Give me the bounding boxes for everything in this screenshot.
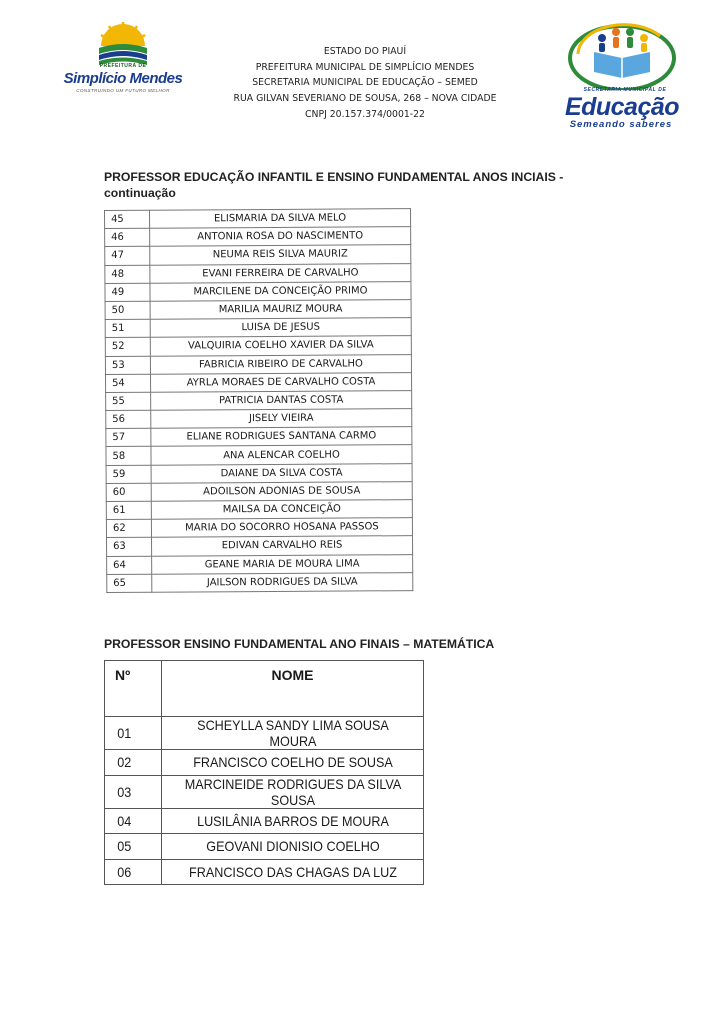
row-name: PATRICIA DANTAS COSTA: [151, 390, 412, 410]
header-line-state: ESTADO DO PIAUÍ: [323, 46, 407, 57]
table-row: [106, 390, 412, 410]
table-row: [106, 500, 412, 520]
sun-fields-icon: [58, 22, 188, 66]
table-header-row: [105, 661, 424, 717]
row-number: 49: [105, 283, 150, 301]
table-row: [105, 859, 424, 885]
table-row: [105, 318, 411, 338]
row-name: MARCINEIDE RODRIGUES DA SILVA SOUSA: [175, 775, 411, 808]
secretaria-educacao-logo: [550, 18, 690, 130]
row-name: EVANI FERREIRA DE CARVALHO: [150, 263, 411, 283]
row-name: JISELY VIEIRA: [151, 409, 412, 429]
row-name: ADOILSON ADONIAS DE SOUSA: [151, 481, 412, 501]
table-row: [105, 775, 424, 808]
table-row: [106, 518, 412, 538]
row-name: MARIA DO SOCORRO HOSANA PASSOS: [151, 518, 412, 538]
header-line-cnpj: CNPJ 20.157.374/0001-22: [305, 108, 425, 120]
row-number: 63: [107, 538, 152, 556]
row-name: FRANCISCO DAS CHAGAS DA LUZ: [175, 859, 411, 885]
logo-city-name: Simplício Mendes: [63, 70, 183, 87]
list-table-body: [105, 209, 413, 593]
row-name: VALQUIRIA COELHO XAVIER DA SILVA: [150, 336, 411, 356]
row-name: ANTONIA ROSA DO NASCIMENTO: [150, 227, 411, 247]
table-row: [105, 354, 411, 374]
row-number: 47: [105, 247, 150, 265]
table-row: [105, 227, 411, 247]
table-row: [105, 209, 411, 229]
row-name: EDIVAN CARVALHO REIS: [152, 536, 413, 556]
row-number: 48: [105, 265, 150, 283]
logo-slogan: CONSTRUINDO UM FUTURO MELHOR: [76, 88, 170, 93]
row-number: 62: [106, 519, 151, 537]
table-row: [105, 834, 424, 860]
logo-educacao-name: Educação: [564, 93, 680, 121]
table-row: [107, 572, 413, 592]
row-number: 55: [106, 392, 151, 410]
table-row: [105, 750, 424, 776]
row-number: 64: [107, 556, 152, 574]
table-row: [105, 300, 411, 320]
table-row: [107, 554, 413, 574]
table-row: [105, 808, 424, 834]
table-row: [107, 536, 413, 556]
header-line-secretaria: SECRETARIA MUNICIPAL DE EDUCAÇÃO – SEMED: [252, 77, 478, 89]
row-number: 65: [107, 574, 152, 592]
prefeitura-logo: [58, 22, 188, 102]
row-number: 06: [107, 859, 158, 885]
header-address-block: [210, 44, 520, 123]
list-table-body: [105, 717, 424, 885]
row-number: 53: [105, 356, 150, 374]
table-row: [105, 263, 411, 283]
row-number: 51: [105, 319, 150, 337]
row-number: 04: [107, 808, 158, 834]
row-number: 45: [105, 210, 150, 228]
row-name: MAILSA DA CONCEIÇÃO: [151, 500, 412, 520]
row-name: ELIANE RODRIGUES SANTANA CARMO: [151, 427, 412, 447]
row-name: MARILIA MAURIZ MOURA: [150, 300, 411, 320]
row-number: 60: [106, 483, 151, 501]
row-name: JAILSON RODRIGUES DA SILVA: [152, 572, 413, 592]
column-header-name: NOME: [162, 661, 424, 717]
section-title-matematica: PROFESSOR ENSINO FUNDAMENTAL ANO FINAIS – MATEMÁTICA: [104, 637, 495, 651]
logo-educacao-slogan: Semeando saberes: [569, 119, 673, 130]
table-row: [106, 427, 412, 447]
table-header: [105, 661, 424, 717]
row-number: 54: [106, 374, 151, 392]
header-line-address: RUA GILVAN SEVERIANO DE SOUSA, 268 – NOVA CIDADE: [233, 93, 497, 105]
document-header: [0, 0, 724, 140]
column-header-num: Nº: [105, 661, 162, 717]
book-people-icon: [550, 18, 690, 90]
row-number: 01: [107, 717, 158, 750]
row-number: 57: [106, 428, 151, 446]
row-name: AYRLA MORAES DE CARVALHO COSTA: [151, 372, 412, 392]
row-number: 05: [107, 834, 158, 860]
row-name: FRANCISCO COELHO DE SOUSA: [175, 750, 411, 776]
section-title-educacao-infantil: PROFESSOR EDUCAÇÃO INFANTIL E ENSINO FUNDAMENTAL ANOS INCIAIS - continuação: [104, 170, 564, 200]
table-row: [106, 481, 412, 501]
row-name: GEANE MARIA DE MOURA LIMA: [152, 554, 413, 574]
table-row: [106, 409, 412, 429]
row-name: ELISMARIA DA SILVA MELO: [150, 209, 411, 229]
row-number: 02: [107, 750, 158, 776]
row-number: 03: [107, 775, 158, 808]
row-name: LUSILÂNIA BARROS DE MOURA: [175, 808, 411, 834]
row-name: DAIANE DA SILVA COSTA: [151, 463, 412, 483]
row-number: 52: [105, 338, 150, 356]
table-row: [106, 463, 412, 483]
table-row: [106, 372, 412, 392]
list-table-educacao-infantil: [104, 208, 413, 593]
row-number: 58: [106, 447, 151, 465]
logo-prefeitura-label: PREFEITURA DE: [99, 63, 147, 69]
row-number: 50: [105, 301, 150, 319]
row-name: GEOVANI DIONISIO COELHO: [175, 834, 411, 860]
row-name: SCHEYLLA SANDY LIMA SOUSA MOURA: [175, 717, 411, 750]
row-name: MARCILENE DA CONCEIÇÃO PRIMO: [150, 281, 411, 301]
row-number: 61: [106, 501, 151, 519]
table-row: [105, 281, 411, 301]
logo-secretaria-label: SECRETARIA MUNICIPAL DE: [583, 87, 667, 93]
list-table-matematica: [104, 660, 424, 885]
table-row: [105, 717, 424, 750]
table-row: [106, 445, 412, 465]
row-number: 59: [106, 465, 151, 483]
row-number: 46: [105, 228, 150, 246]
header-line-prefeitura: PREFEITURA MUNICIPAL DE SIMPLÍCIO MENDES: [255, 61, 475, 73]
row-name: LUISA DE JESUS: [150, 318, 411, 338]
row-name: FABRICIA RIBEIRO DE CARVALHO: [150, 354, 411, 374]
row-number: 56: [106, 410, 151, 428]
row-name: NEUMA REIS SILVA MAURIZ: [150, 245, 411, 265]
row-name: ANA ALENCAR COELHO: [151, 445, 412, 465]
table-row: [105, 245, 411, 265]
table-row: [105, 336, 411, 356]
